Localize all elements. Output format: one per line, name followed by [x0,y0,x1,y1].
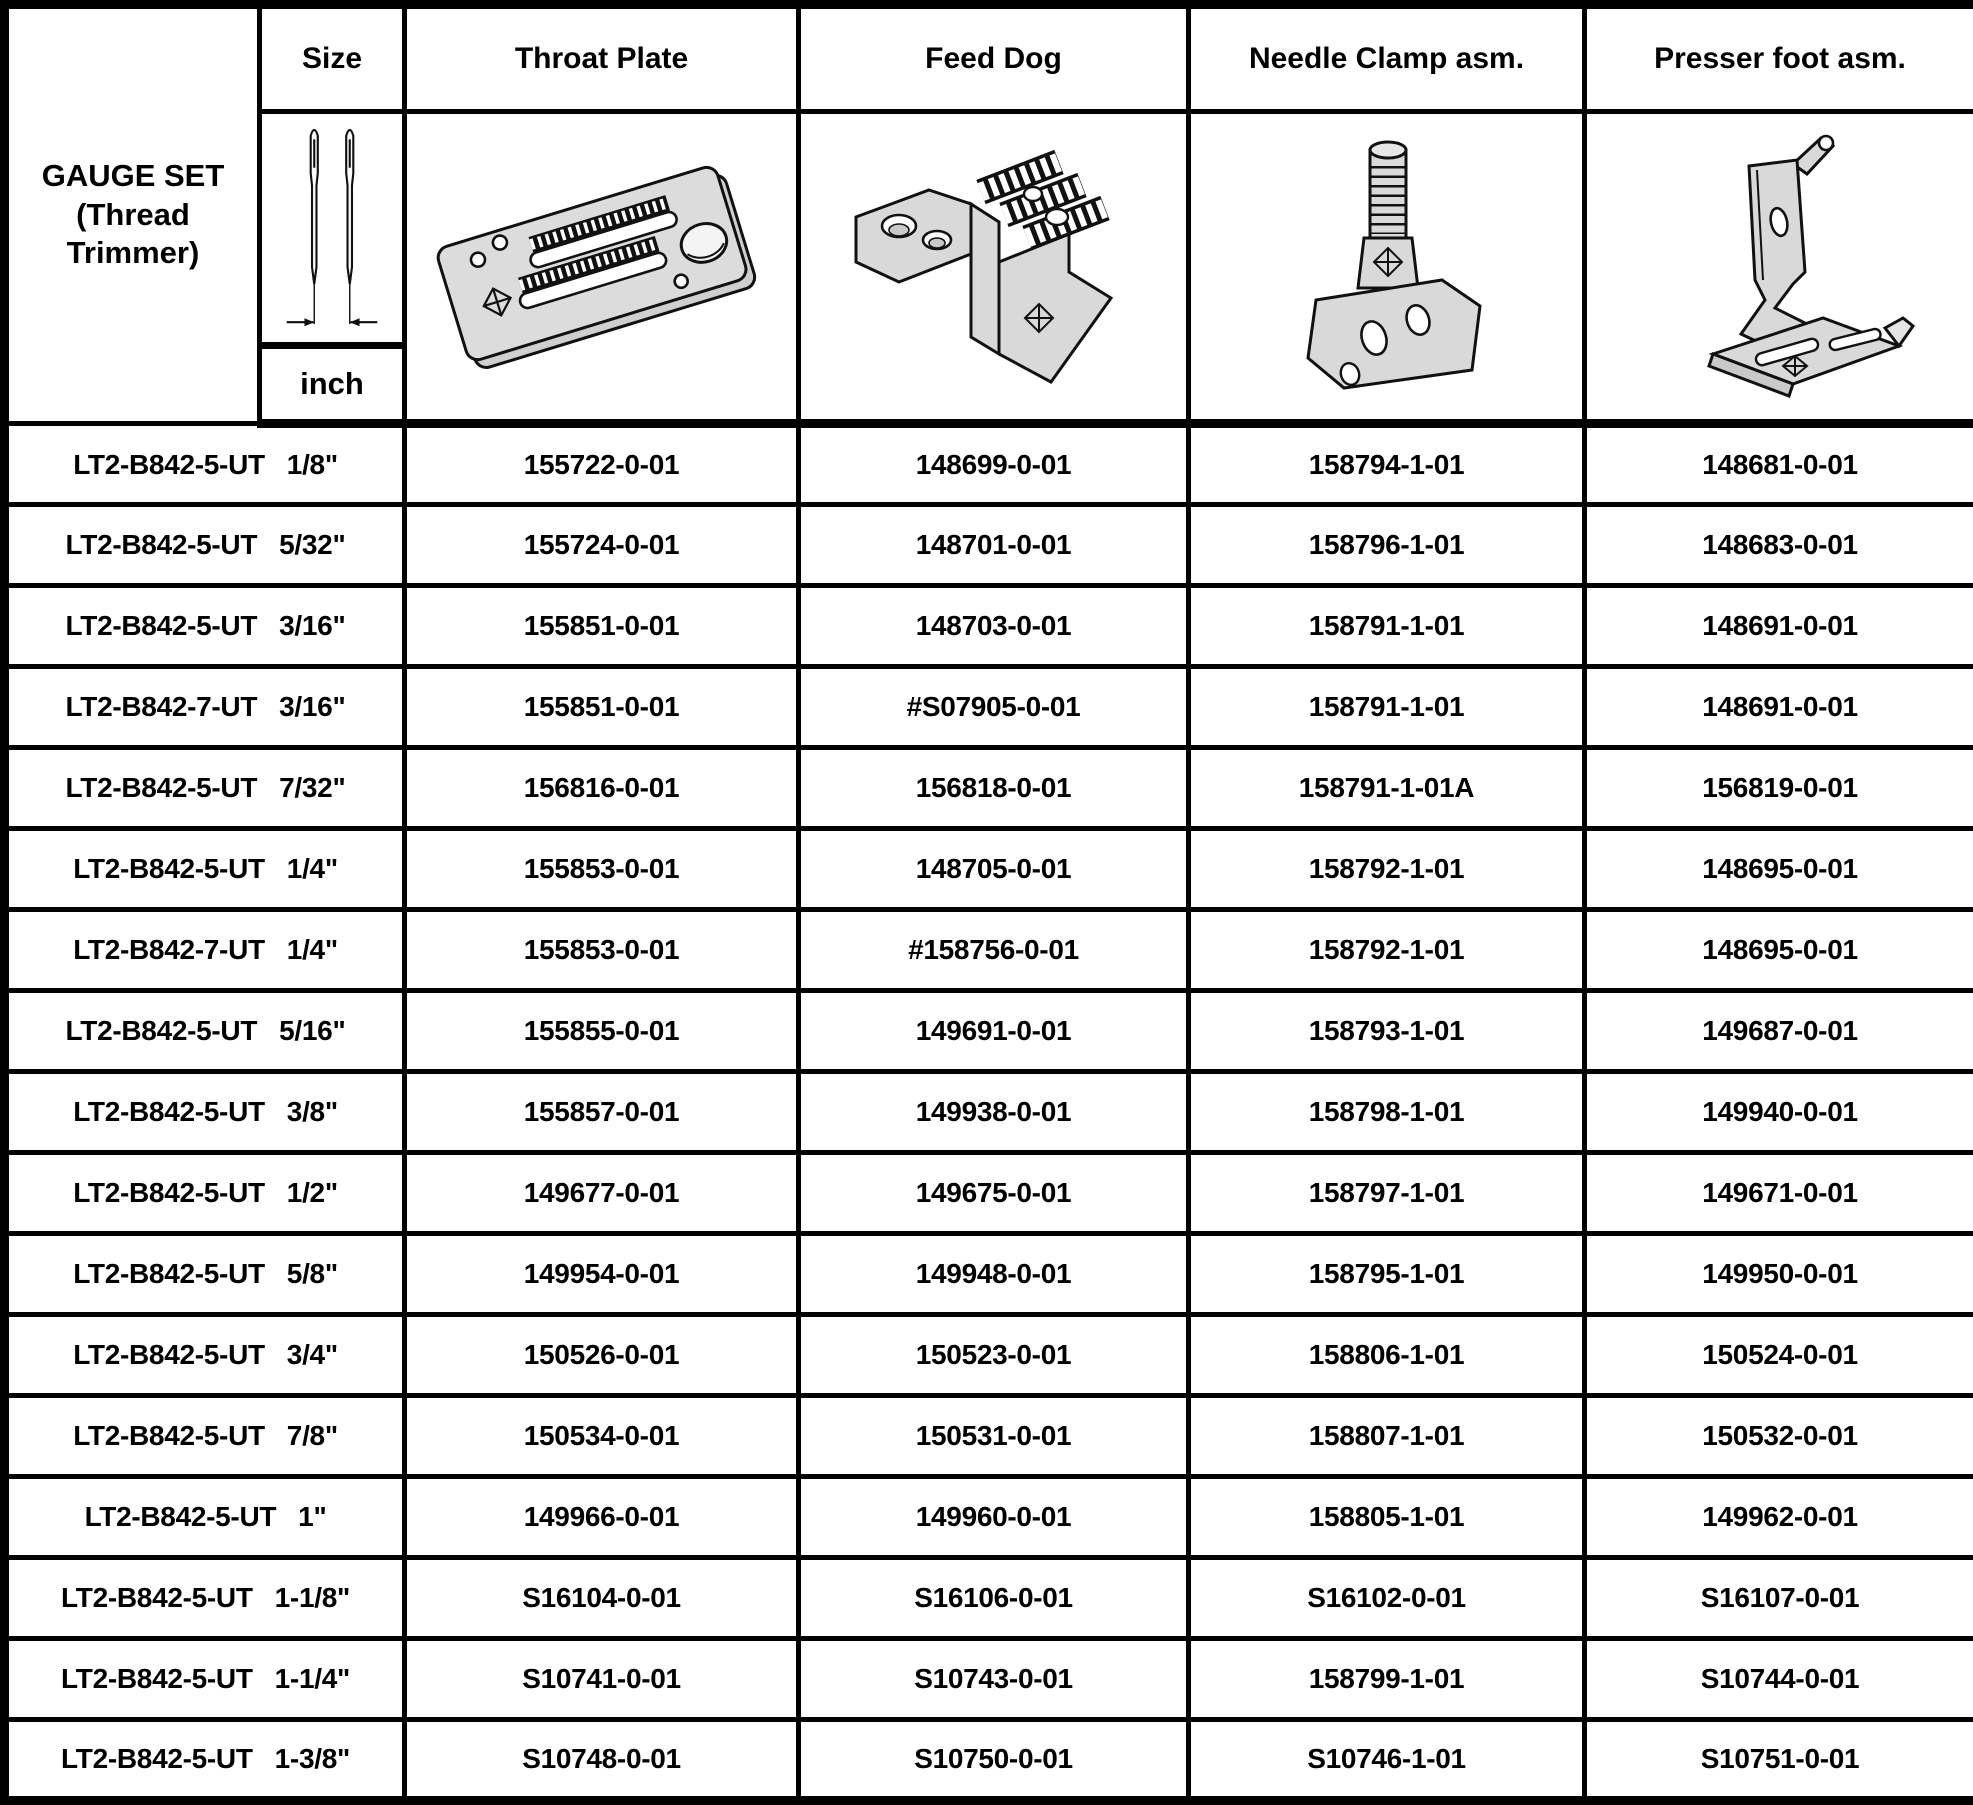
throat-plate-part-number: 155724-0-01 [405,505,799,586]
size-value: 5/16" [279,1015,345,1047]
feed-dog-part-number: 156818-0-01 [799,748,1189,829]
feed-dog-part-number: 149960-0-01 [799,1477,1189,1558]
throat-plate-illustration-cell [405,112,799,424]
column-header-feed-dog: Feed Dog [799,5,1189,112]
feed-dog-illustration-cell [799,112,1189,424]
gauge-set-title-cell [5,5,260,424]
feed-dog-icon [811,122,1177,412]
table-row [5,910,1973,991]
throat-plate-part-number: 155851-0-01 [405,586,799,667]
model-number: LT2-B842-5-UT [61,1743,253,1775]
feed-dog-part-number: #S07905-0-01 [799,667,1189,748]
feed-dog-part-number: 150531-0-01 [799,1396,1189,1477]
gauge-set-cell [5,505,405,586]
throat-plate-part-number: 155857-0-01 [405,1072,799,1153]
throat-plate-part-number: 150526-0-01 [405,1315,799,1396]
feed-dog-part-number: 148701-0-01 [799,505,1189,586]
size-value: 1-1/4" [275,1663,350,1695]
table-row [5,1234,1973,1315]
gauge-set-cell [5,424,405,505]
model-number: LT2-B842-5-UT [73,1339,265,1371]
needle-clamp-part-number: 158796-1-01 [1189,505,1585,586]
throat-plate-part-number: 155722-0-01 [405,424,799,505]
parts-table-header [5,5,1973,424]
size-value: 3/4" [287,1339,338,1371]
model-number: LT2-B842-5-UT [73,853,265,885]
gauge-set-cell [5,748,405,829]
gauge-set-cell [5,1558,405,1639]
throat-plate-part-number: 150534-0-01 [405,1396,799,1477]
needle-clamp-part-number: 158794-1-01 [1189,424,1585,505]
model-number: LT2-B842-5-UT [73,1177,265,1209]
size-unit-label: inch [300,366,364,402]
table-row [5,667,1973,748]
feed-dog-part-number: 149675-0-01 [799,1153,1189,1234]
size-value: 1/2" [287,1177,338,1209]
needle-clamp-part-number: 158792-1-01 [1189,910,1585,991]
size-value: 7/32" [279,772,345,804]
table-row [5,1558,1973,1639]
presser-foot-part-number: 149671-0-01 [1585,1153,1973,1234]
throat-plate-icon [417,122,787,412]
gauge-set-cell [5,991,405,1072]
feed-dog-part-number: S10743-0-01 [799,1639,1189,1720]
model-number: LT2-B842-5-UT [73,449,265,481]
model-number: LT2-B842-7-UT [66,691,258,723]
size-value: 7/8" [287,1420,338,1452]
presser-foot-part-number: 148695-0-01 [1585,910,1973,991]
needle-clamp-part-number: 158791-1-01 [1189,586,1585,667]
gauge-set-cell [5,586,405,667]
illustration-row [5,112,1973,424]
table-row [5,1315,1973,1396]
needle-clamp-part-number: 158793-1-01 [1189,991,1585,1072]
gauge-set-cell [5,1072,405,1153]
gauge-set-cell [5,1234,405,1315]
needle-clamp-part-number: 158798-1-01 [1189,1072,1585,1153]
presser-foot-part-number: S10751-0-01 [1585,1720,1973,1801]
presser-foot-part-number: 148695-0-01 [1585,829,1973,910]
column-header-throat-plate: Throat Plate [405,5,799,112]
needle-clamp-part-number: S16102-0-01 [1189,1558,1585,1639]
model-number: LT2-B842-7-UT [73,934,265,966]
feed-dog-part-number: 149691-0-01 [799,991,1189,1072]
gauge-set-cell [5,1639,405,1720]
presser-foot-illustration-cell [1585,112,1973,424]
gauge-set-title-line2: (Thread Trimmer) [9,196,257,274]
gauge-set-cell [5,1720,405,1801]
presser-foot-icon [1597,122,1963,412]
table-row [5,991,1973,1072]
model-number: LT2-B842-5-UT [66,610,258,642]
table-row [5,424,1973,505]
needle-clamp-illustration-cell [1189,112,1585,424]
table-row [5,1720,1973,1801]
presser-foot-part-number: 149940-0-01 [1585,1072,1973,1153]
feed-dog-part-number: #158756-0-01 [799,910,1189,991]
size-value: 5/8" [287,1258,338,1290]
size-value: 3/16" [279,610,345,642]
parts-table-body [5,424,1973,1801]
throat-plate-part-number: 155851-0-01 [405,667,799,748]
table-row [5,1477,1973,1558]
needle-clamp-part-number: 158805-1-01 [1189,1477,1585,1558]
model-number: LT2-B842-5-UT [73,1258,265,1290]
model-number: LT2-B842-5-UT [85,1501,277,1533]
needle-clamp-part-number: 158791-1-01A [1189,748,1585,829]
table-row [5,1072,1973,1153]
model-number: LT2-B842-5-UT [73,1420,265,1452]
presser-foot-part-number: 149950-0-01 [1585,1234,1973,1315]
gauge-set-cell [5,1315,405,1396]
table-row [5,748,1973,829]
size-value: 1/4" [287,934,338,966]
presser-foot-part-number: 150524-0-01 [1585,1315,1973,1396]
size-value: 1" [298,1501,326,1533]
presser-foot-part-number: 150532-0-01 [1585,1396,1973,1477]
model-number: LT2-B842-5-UT [61,1663,253,1695]
column-header-size: Size [260,5,405,112]
table-row [5,829,1973,910]
gauge-set-cell [5,1477,405,1558]
table-row [5,1153,1973,1234]
header-row [5,5,1973,112]
size-value: 1-3/8" [275,1743,350,1775]
column-header-presser-foot: Presser foot asm. [1585,5,1973,112]
table-row [5,1639,1973,1720]
model-number: LT2-B842-5-UT [66,772,258,804]
model-number: LT2-B842-5-UT [66,1015,258,1047]
presser-foot-part-number: 149962-0-01 [1585,1477,1973,1558]
throat-plate-part-number: S16104-0-01 [405,1558,799,1639]
feed-dog-part-number: 148699-0-01 [799,424,1189,505]
needle-clamp-part-number: 158795-1-01 [1189,1234,1585,1315]
gauge-set-cell [5,910,405,991]
gauge-set-cell [5,829,405,910]
feed-dog-part-number: 150523-0-01 [799,1315,1189,1396]
gauge-set-title-line1: GAUGE SET [9,157,257,196]
needle-clamp-part-number: 158797-1-01 [1189,1153,1585,1234]
size-value: 1/8" [287,449,338,481]
size-unit-cell [262,342,402,419]
twin-needles-gauge-dimension-icon [270,118,394,340]
table-row [5,1396,1973,1477]
size-value: 5/32" [279,529,345,561]
needle-clamp-part-number: 158799-1-01 [1189,1639,1585,1720]
needle-clamp-part-number: 158806-1-01 [1189,1315,1585,1396]
throat-plate-part-number: 156816-0-01 [405,748,799,829]
feed-dog-part-number: 149948-0-01 [799,1234,1189,1315]
presser-foot-part-number: S10744-0-01 [1585,1639,1973,1720]
size-value: 3/8" [287,1096,338,1128]
model-number: LT2-B842-5-UT [66,529,258,561]
throat-plate-part-number: 149966-0-01 [405,1477,799,1558]
model-number: LT2-B842-5-UT [73,1096,265,1128]
feed-dog-part-number: S16106-0-01 [799,1558,1189,1639]
presser-foot-part-number: 149687-0-01 [1585,991,1973,1072]
size-illustration-cell [260,112,405,424]
size-value: 1-1/8" [275,1582,350,1614]
column-header-needle-clamp: Needle Clamp asm. [1189,5,1585,112]
size-value: 3/16" [279,691,345,723]
model-number: LT2-B842-5-UT [61,1582,253,1614]
needle-clamp-icon [1204,122,1570,412]
gauge-set-cell [5,1396,405,1477]
presser-foot-part-number: 148691-0-01 [1585,586,1973,667]
presser-foot-part-number: S16107-0-01 [1585,1558,1973,1639]
presser-foot-part-number: 148683-0-01 [1585,505,1973,586]
throat-plate-part-number: 149954-0-01 [405,1234,799,1315]
feed-dog-part-number: 149938-0-01 [799,1072,1189,1153]
throat-plate-part-number: S10748-0-01 [405,1720,799,1801]
throat-plate-part-number: 155853-0-01 [405,829,799,910]
size-value: 1/4" [287,853,338,885]
throat-plate-part-number: 155853-0-01 [405,910,799,991]
needle-clamp-part-number: 158792-1-01 [1189,829,1585,910]
needle-clamp-part-number: 158791-1-01 [1189,667,1585,748]
table-row [5,505,1973,586]
feed-dog-part-number: 148705-0-01 [799,829,1189,910]
feed-dog-part-number: 148703-0-01 [799,586,1189,667]
throat-plate-part-number: S10741-0-01 [405,1639,799,1720]
throat-plate-part-number: 149677-0-01 [405,1153,799,1234]
needle-clamp-part-number: 158807-1-01 [1189,1396,1585,1477]
throat-plate-part-number: 155855-0-01 [405,991,799,1072]
table-row [5,586,1973,667]
presser-foot-part-number: 148681-0-01 [1585,424,1973,505]
presser-foot-part-number: 148691-0-01 [1585,667,1973,748]
presser-foot-part-number: 156819-0-01 [1585,748,1973,829]
feed-dog-part-number: S10750-0-01 [799,1720,1189,1801]
gauge-set-cell [5,667,405,748]
needle-clamp-part-number: S10746-1-01 [1189,1720,1585,1801]
gauge-set-cell [5,1153,405,1234]
